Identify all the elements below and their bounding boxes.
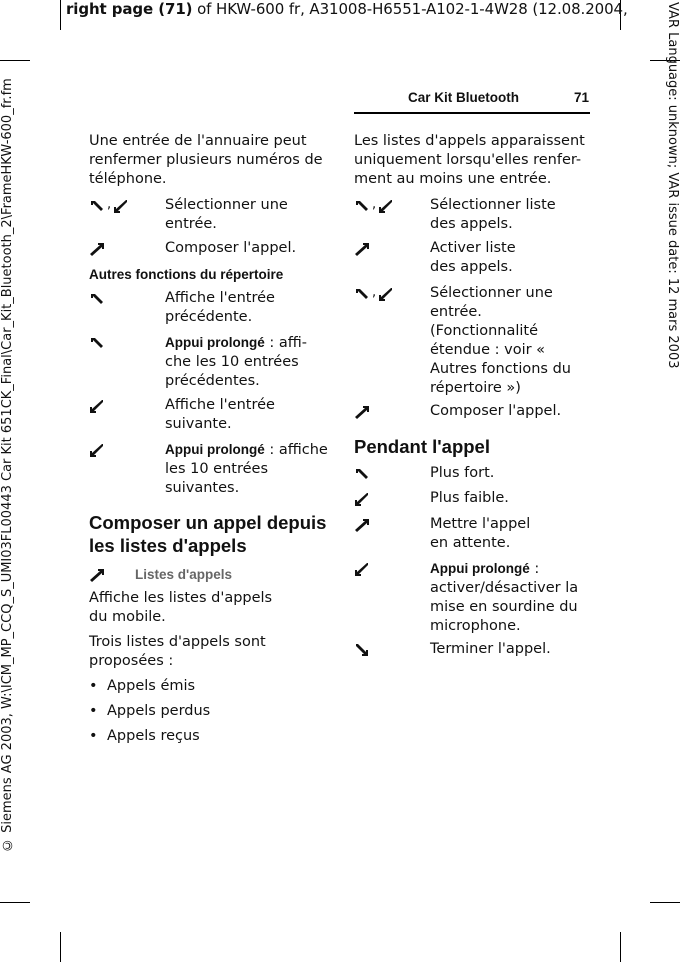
right-item2-end <box>354 640 590 659</box>
up-key-icon <box>354 286 370 302</box>
key-group <box>89 239 165 258</box>
up-key-icon <box>89 198 105 214</box>
long-press-label: Appui prolongé <box>165 335 265 350</box>
call-key-icon <box>89 241 105 257</box>
item-text: Terminer l'appel. <box>430 641 551 657</box>
key-group <box>89 565 135 584</box>
item-text: Plus fort. <box>430 465 495 481</box>
right-item-select-list <box>354 196 590 234</box>
item-text: Sélectionner une entrée. <box>165 197 288 232</box>
up-key-icon <box>89 335 105 351</box>
down-key-icon <box>89 442 105 458</box>
item-text: Activer liste des appels. <box>430 240 516 275</box>
crop-mark <box>60 0 61 30</box>
crop-mark <box>650 902 680 903</box>
right-intro-text: Les listes d'appels apparaissent uniquement lorsqu'elles renfer-ment au moins une entrée. <box>354 133 585 187</box>
bullet-text: Appels perdus <box>107 703 211 719</box>
long-press-label: Appui prolongé <box>430 561 530 576</box>
right-intro <box>354 132 590 189</box>
crop-mark <box>0 60 30 61</box>
heading-pendant-appel: Pendant l'appel <box>354 436 490 457</box>
key-group <box>354 464 430 483</box>
running-header-title: Car Kit Bluetooth <box>408 90 519 105</box>
item-text: Sélectionner liste des appels. <box>430 197 556 232</box>
key-group <box>89 196 165 234</box>
left-item2-prev-long <box>89 333 329 391</box>
up-key-icon <box>89 291 105 307</box>
crop-mark <box>60 932 61 962</box>
key-separator: , <box>372 285 377 300</box>
heading-composer-appel: Composer un appel depuis les listes d'appels <box>89 512 327 556</box>
end-key-icon <box>354 642 370 658</box>
crop-mark <box>0 902 30 903</box>
right-item2-softer <box>354 489 590 508</box>
key-group <box>354 489 430 508</box>
down-key-icon <box>354 491 370 507</box>
key-group <box>89 289 165 327</box>
subheading-autres-fonctions: Autres fonctions du répertoire <box>89 267 284 282</box>
crop-mark <box>620 932 621 962</box>
left-item2-next-long <box>89 440 329 498</box>
right-item-select-entry <box>354 284 590 398</box>
key-separator: , <box>107 197 112 212</box>
key-group <box>354 640 430 659</box>
bullet-text: Appels reçus <box>107 728 200 744</box>
item-text <box>430 559 590 636</box>
item-text: Affiche l'entrée précédente. <box>165 290 275 325</box>
bullet-dot: • <box>89 703 98 719</box>
key-group <box>89 396 165 434</box>
item-text: Composer l'appel. <box>165 240 297 256</box>
long-press-label: Appui prolongé <box>165 442 265 457</box>
bullet-dot: • <box>89 678 98 694</box>
up-key-icon <box>354 198 370 214</box>
right-item-compose <box>354 402 590 421</box>
key-group <box>354 239 430 277</box>
key-group <box>354 515 430 553</box>
up-key-icon <box>354 466 370 482</box>
left-intro-text: Une entrée de l'annuaire peut renfermer plusieurs numéros de téléphone. <box>89 133 323 187</box>
call-key-icon <box>354 404 370 420</box>
list-item <box>89 677 195 696</box>
item-rest: : activer/désactiver la mise en sourdine du microphone. <box>430 561 579 634</box>
item-text: Mettre l'appel en attente. <box>430 516 531 551</box>
key-group <box>354 402 430 421</box>
header-rule <box>354 112 590 114</box>
key-group <box>89 333 165 391</box>
bullet-dot: • <box>89 728 98 744</box>
item-text: Sélectionner une entrée. (Fonctionnalité étendue : voir « Autres fonctions du répertoire ») <box>430 285 571 396</box>
item-text: Affiche l'entrée suivante. <box>165 397 275 432</box>
item-text <box>165 440 329 498</box>
down-key-icon <box>354 561 370 577</box>
list-item <box>89 702 210 721</box>
left-p2 <box>89 633 299 671</box>
down-key-icon <box>378 198 394 214</box>
listes-appels-label: Listes d'appels <box>135 567 232 582</box>
var-language-note: VAR Language: unknown; VAR issue date: 12 mars 2003 <box>665 2 680 369</box>
file-info-rest: of HKW-600 fr, A31008-H6551-A102-1-4W28 (12.08.2004, <box>192 0 628 18</box>
left-item2-next <box>89 396 329 434</box>
right-item2-louder <box>354 464 590 483</box>
right-item2-hold <box>354 515 590 553</box>
down-key-icon <box>113 198 129 214</box>
item-text <box>165 333 329 391</box>
left-p2-text: Trois listes d'appels sont proposées : <box>89 634 266 669</box>
left-p1 <box>89 589 289 627</box>
left-listes-row <box>89 565 329 584</box>
item-rest: : affi-che les 10 entrées précédentes. <box>165 335 307 389</box>
key-group <box>354 196 430 234</box>
down-key-icon <box>89 398 105 414</box>
page-number: 71 <box>574 90 590 105</box>
right-item-activate <box>354 239 590 277</box>
left-item-compose <box>89 239 329 258</box>
item-text: Composer l'appel. <box>430 403 562 419</box>
copyright-path-note: © Siemens AG 2003, W:\ICM_MP_CCQ_S_UMI03FL00443 Car Kit 651CK_Final\Car_Kit_Bluetooth_2\FrameHKW-600_fr.fm <box>0 78 15 852</box>
file-info-page: right page (71) <box>66 0 193 18</box>
right-item2-mute <box>354 559 590 636</box>
left-item-select <box>89 196 329 234</box>
item-rest: : affiche les 10 entrées suivantes. <box>165 442 328 496</box>
left-intro <box>89 132 329 189</box>
left-item2-prev <box>89 289 329 327</box>
down-key-icon <box>378 286 394 302</box>
item-text: Plus faible. <box>430 490 509 506</box>
call-key-icon <box>89 567 105 583</box>
left-p1-text: Affiche les listes d'appels du mobile. <box>89 590 273 625</box>
list-item <box>89 727 200 746</box>
call-key-icon <box>354 517 370 533</box>
key-group <box>354 284 430 398</box>
file-info-line <box>66 0 628 18</box>
key-separator: , <box>372 197 377 212</box>
key-group <box>89 440 165 498</box>
bullet-text: Appels émis <box>107 678 196 694</box>
key-group <box>354 559 430 636</box>
call-key-icon <box>354 241 370 257</box>
